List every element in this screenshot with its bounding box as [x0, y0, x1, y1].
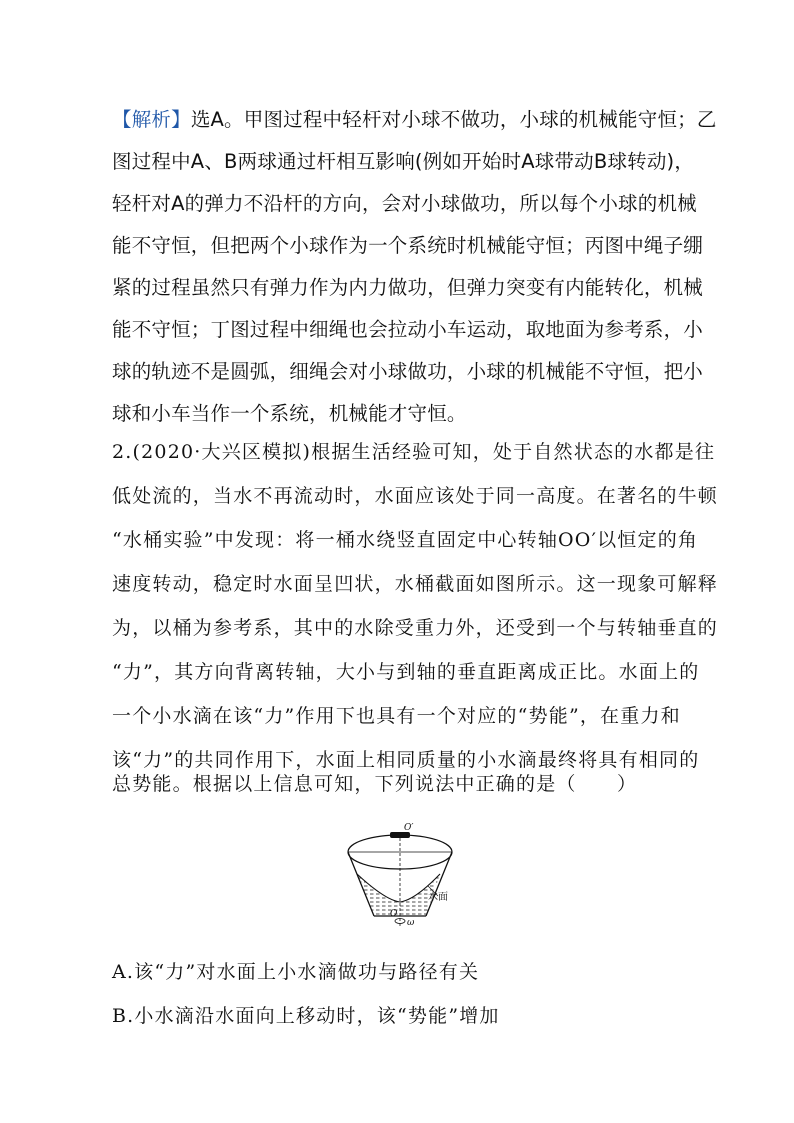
- analysis-line-6: 能不守恒；丁图过程中细绳也会拉动小车运动，取地面为参考系，小: [112, 318, 704, 341]
- analysis-line-5: 紧的过程虽然只有弹力作为内力做功，但弹力突变有内能转化，机械: [112, 276, 704, 299]
- label-o-prime: O′: [404, 823, 414, 833]
- bucket-diagram: [340, 812, 470, 932]
- question-line-5: 为，以桶为参考系，其中的水除受重力外，还受到一个与转轴垂直的: [112, 617, 719, 639]
- analysis-line-8: 球和小车当作一个系统，机械能才守恒。: [112, 402, 467, 425]
- question-line-7: 一个小水滴在该“力”作用下也具有一个对应的“势能”，在重力和: [112, 705, 681, 727]
- question-line-6: “力”，其方向背离转轴，大小与到轴的垂直距离成正比。水面上的: [112, 661, 700, 683]
- bucket-figure: [340, 812, 470, 932]
- question-line-4: 速度转动，稳定时水面呈凹状，水桶截面如图所示。这一现象可解释: [112, 573, 719, 595]
- question-line-1: 2.(2020·大兴区模拟)根据生活经验可知，处于自然状态的水都是往: [112, 441, 716, 463]
- option-a: A.该“力”对水面上小水滴做功与路径有关: [112, 961, 480, 983]
- analysis-line-7: 球的轨迹不是圆弧，细绳会对小球做功，小球的机械能不守恒，把小: [112, 360, 704, 383]
- bucket-left-wall: [348, 852, 374, 916]
- question-line-3: “水桶实验”中发现：将一桶水绕竖直固定中心转轴OO′以恒定的角: [112, 529, 699, 551]
- label-omega: ω: [407, 918, 415, 928]
- label-water-surface: 水面: [428, 892, 448, 903]
- question-line-2: 低处流的，当水不再流动时，水面应该处于同一高度。在著名的牛顿: [112, 485, 719, 507]
- question-line-8: 该“力”的共同作用下，水面上相同质量的小水滴最终将具有相同的: [112, 749, 700, 771]
- analysis-tag: 【解析】: [112, 108, 191, 131]
- analysis-line-1: 【解析】选A。甲图过程中轻杆对小球不做功，小球的机械能守恒；乙: [112, 108, 717, 131]
- analysis-line-4: 能不守恒，但把两个小球作为一个系统时机械能守恒；丙图中绳子绷: [112, 234, 704, 257]
- label-o: O: [390, 909, 398, 919]
- question-line-9: 总势能。根据以上信息可知，下列说法中正确的是（ ）: [112, 773, 638, 795]
- analysis-line-3: 轻杆对A的弹力不沿杆的方向，会对小球做功，所以每个小球的机械: [112, 192, 697, 215]
- analysis-line-2: 图过程中A、B两球通过杆相互影响(例如开始时A球带动B球转动)，: [112, 150, 695, 173]
- option-b: B.小水滴沿水面向上移动时，该“势能”增加: [112, 1005, 500, 1027]
